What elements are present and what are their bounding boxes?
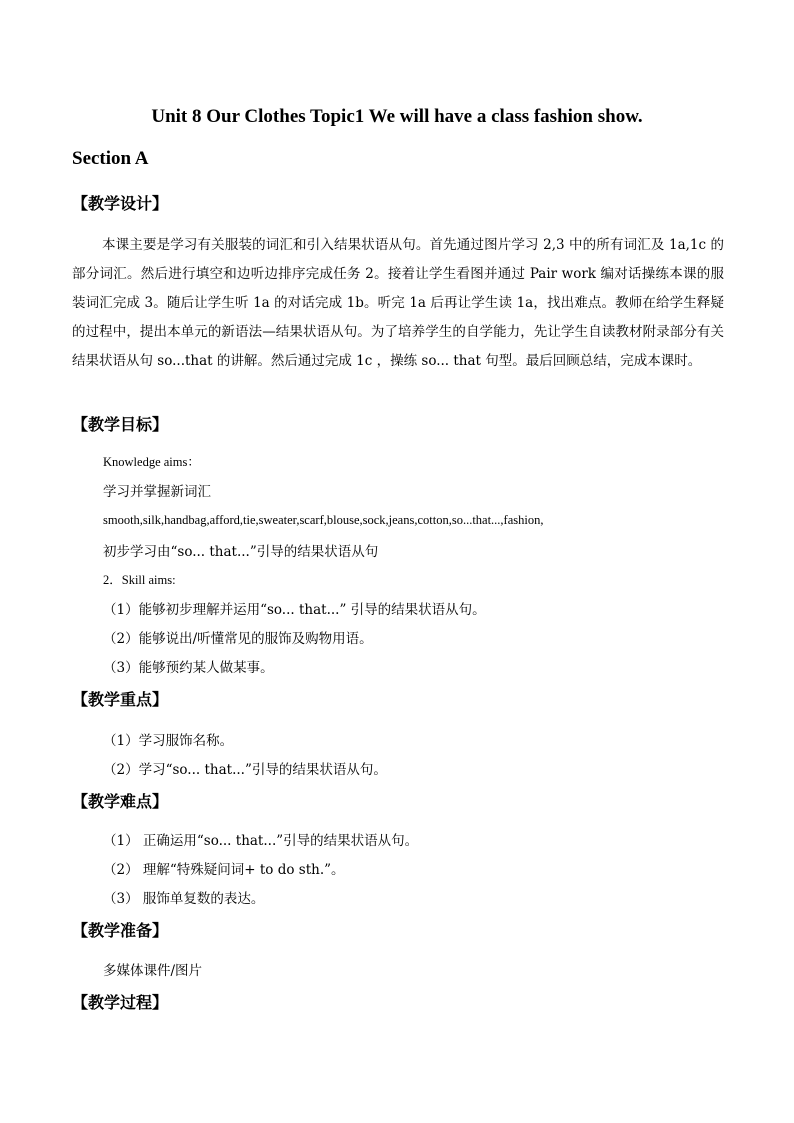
prep-heading: 【教学准备】	[72, 921, 169, 940]
document-title: Unit 8 Our Clothes Topic1 We will have a class fashion show.	[151, 106, 643, 127]
prep-body: 多媒体课件/图片	[103, 963, 203, 979]
key-point-2: （2）学习“so... that...”引导的结果状语从句。	[103, 762, 387, 778]
design-paragraph: 本课主要是学习有关服装的词汇和引入结果状语从句。首先通过图片学习 2,3 中的所有词汇及 1a,1c 的部分词汇。然后进行填空和边听边排序完成任务 2。接着让学生看图并通过 Pair work 编对话操练本课的服装词汇完成 3。随后让学生听 1a 的对话完成 1b。听完 1a 后再让学生读 1a，找出难点。教师在给学生释疑的过程中，提出本单元的新语法—结果状语从句。为了培养学生的自学能力，先让学生自读教材附录部分有关结果状语从句 so...that 的讲解。然后通过完成 1c ，操练 so... that 句型。最后回顾总结，完成本课时。	[72, 237, 724, 369]
learn-words-line: 学习并掌握新词汇	[103, 484, 211, 500]
key-points-heading: 【教学重点】	[72, 690, 169, 709]
aims-heading: 【教学目标】	[72, 415, 169, 434]
skill-aims-label: 2．Skill aims:	[103, 573, 176, 587]
initial-learning-line: 初步学习由“so... that...”引导的结果状语从句	[103, 544, 379, 560]
skill-item-3: （3）能够预约某人做某事。	[103, 660, 274, 676]
key-point-1: （1）学习服饰名称。	[103, 733, 234, 749]
knowledge-aims-label: Knowledge aims：	[103, 455, 200, 469]
difficulty-2: （2） 理解“特殊疑问词+ to do sth.”。	[103, 862, 345, 878]
difficulty-1: （1） 正确运用“so... that...”引导的结果状语从句。	[103, 833, 419, 849]
design-heading: 【教学设计】	[72, 194, 169, 213]
word-list-line: smooth,silk,handbag,afford,tie,sweater,scarf,blouse,sock,jeans,cotton,so...that...,fashion,	[103, 513, 544, 527]
skill-item-1: （1）能够初步理解并运用“so... that...” 引导的结果状语从句。	[103, 602, 486, 618]
difficulties-heading: 【教学难点】	[72, 792, 169, 811]
process-heading: 【教学过程】	[72, 993, 169, 1012]
section-heading: Section A	[72, 148, 149, 169]
skill-item-2: （2）能够说出/听懂常见的服饰及购物用语。	[103, 631, 373, 647]
difficulty-3: （3） 服饰单复数的表达。	[103, 891, 265, 907]
